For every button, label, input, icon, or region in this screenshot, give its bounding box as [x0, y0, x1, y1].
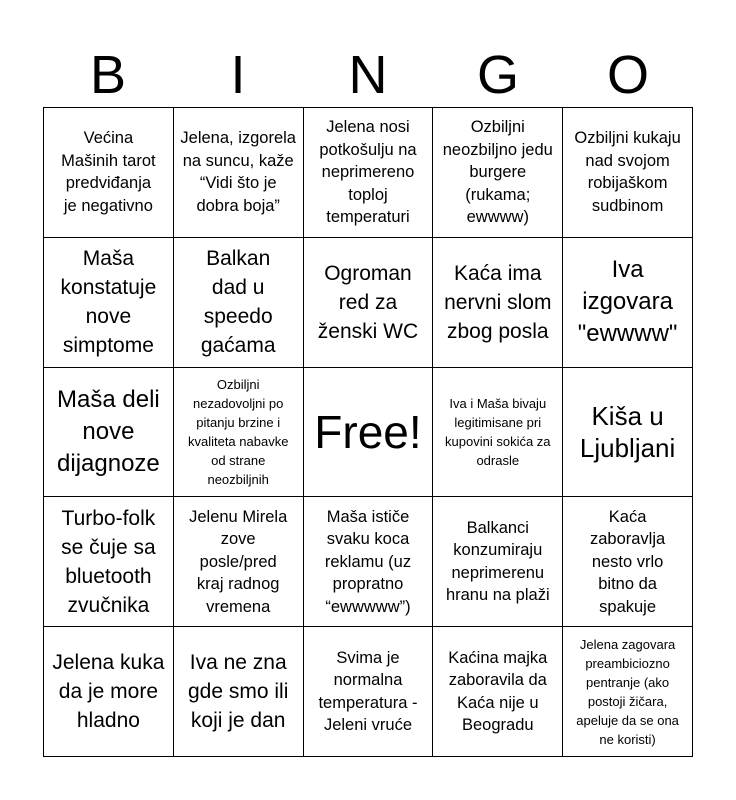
bingo-cell-r1-c4[interactable]	[433, 108, 563, 238]
header-letter-b: B	[89, 45, 127, 105]
bingo-cell-r3-c1[interactable]	[44, 368, 174, 498]
bingo-cell-r4-c1[interactable]	[44, 497, 174, 627]
bingo-cell-r3-c4[interactable]	[433, 368, 563, 498]
cell-text: Iva izgovara "ewwww"	[577, 256, 678, 348]
cell-text: Balkanci konzumiraju neprimerenu hranu na plaži	[445, 518, 550, 605]
cell-text: Iva i Maša bivaju legitimisane pri kupovini sokića za odrasle	[445, 395, 551, 468]
bingo-cell-r2-c3[interactable]	[304, 238, 434, 368]
header-letter-i: I	[230, 45, 246, 105]
bingo-header	[43, 44, 693, 106]
bingo-cell-r3-c2[interactable]	[174, 368, 304, 498]
cell-text: Maša ističe svaku koca reklamu (uz propratno “ewwwww”)	[324, 507, 412, 616]
bingo-cell-r2-c2[interactable]	[174, 238, 304, 368]
bingo-cell-r5-c3[interactable]	[304, 627, 434, 757]
bingo-cell-r5-c5[interactable]	[563, 627, 693, 757]
cell-text: Jelena nosi potkošulju na neprimereno toploj temperaturi	[319, 118, 417, 227]
cell-text: Turbo-folk se čuje sa bluetooth zvučnika	[61, 506, 156, 617]
cell-text: Ozbiljni nezadovoljni po pitanju brzine i kvaliteta nabavke od strane neozbiljnih	[187, 376, 289, 487]
bingo-cell-r2-c4[interactable]	[433, 238, 563, 368]
bingo-cell-r2-c5[interactable]	[563, 238, 693, 368]
cell-text: Kaćina majka zaboravila da Kaća nije u Beogradu	[448, 648, 548, 735]
cell-text: Maša konstatuje nove simptome	[60, 247, 157, 358]
cell-text: Iva ne zna gde smo ili koji je dan	[187, 651, 289, 733]
header-letter-n: N	[348, 45, 388, 105]
cell-text: Balkan dad u speedo gaćama	[200, 247, 276, 358]
cell-text: Jelena zagovara preambiciozno pentranje (ako postoji žičara, apeluje da se ona ne koristi)	[576, 636, 679, 747]
free-space-label: Free!	[314, 405, 422, 458]
bingo-cell-r2-c1[interactable]	[44, 238, 174, 368]
cell-text: Jelena, izgorela na suncu, kaže “Vidi što je dobra boja”	[180, 129, 296, 215]
bingo-cell-r1-c3[interactable]	[304, 108, 434, 238]
bingo-cell-r5-c1[interactable]	[44, 627, 174, 757]
cell-text: Kaća zaboravlja nesto vrlo bitno da spakuje	[589, 507, 666, 616]
bingo-cell-r1-c5[interactable]	[563, 108, 693, 238]
bingo-cell-r5-c2[interactable]	[174, 627, 304, 757]
cell-text: Ogroman red za ženski WC	[317, 261, 419, 343]
cell-text: Svima je normalna temperatura - Jeleni vruće	[318, 648, 418, 735]
header-letter-o: O	[606, 45, 649, 105]
cell-text: Ozbiljni neozbiljno jedu burgere (rukama; ewwww)	[442, 118, 553, 227]
bingo-cell-free-space[interactable]	[304, 368, 434, 498]
bingo-cell-r4-c3[interactable]	[304, 497, 434, 627]
bingo-cell-r4-c4[interactable]	[433, 497, 563, 627]
bingo-cell-r1-c2[interactable]	[174, 108, 304, 238]
cell-text: Kaća ima nervni slom zbog posla	[444, 261, 552, 343]
bingo-cell-r5-c4[interactable]	[433, 627, 563, 757]
bingo-cell-r1-c1[interactable]	[44, 108, 174, 238]
bingo-cell-r3-c5[interactable]	[563, 368, 693, 498]
cell-text: Kiša u Ljubljani	[579, 400, 676, 463]
header-letter-g: G	[476, 45, 519, 105]
bingo-board	[43, 107, 693, 757]
cell-text: Maša deli nove dijagnoze	[57, 385, 160, 477]
bingo-cell-r4-c5[interactable]	[563, 497, 693, 627]
cell-text: Jelenu Mirela zove posle/pred kraj radnog vremena	[189, 507, 288, 616]
bingo-cell-r4-c2[interactable]	[174, 497, 304, 627]
cell-text: Ozbiljni kukaju nad svojom robijaškom sudbinom	[574, 129, 681, 215]
cell-text: Jelena kuka da je more hladno	[52, 651, 165, 733]
cell-text: Većina Mašinih tarot predviđanja je negativno	[61, 129, 156, 215]
